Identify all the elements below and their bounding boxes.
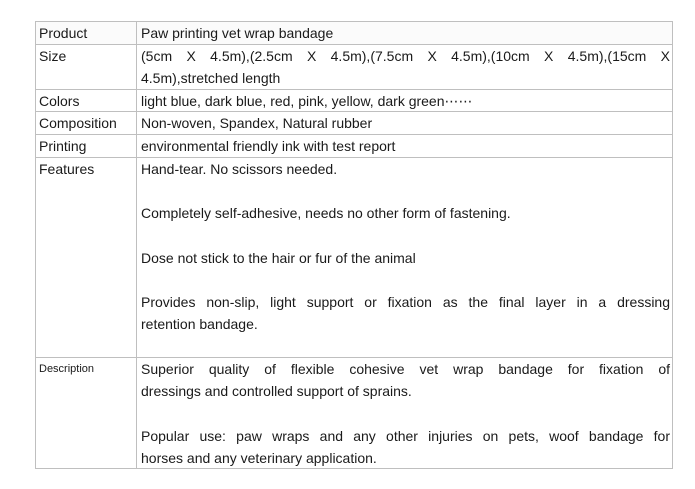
label-text: Features <box>39 161 95 177</box>
text-line: Completely self-adhesive, needs no other form of fastening. <box>141 205 511 222</box>
row-value <box>137 158 672 357</box>
text-line: Popular use: paw wraps and any other injuries on pets, woof bandage for <box>141 427 670 444</box>
table-row-description <box>36 358 672 468</box>
table-row-printing <box>36 135 672 158</box>
label-text: Printing <box>39 138 87 154</box>
row-value <box>137 45 672 89</box>
row-value <box>137 22 672 44</box>
text-line <box>141 225 670 247</box>
row-value <box>137 112 672 134</box>
text-line: Provides non-slip, light support or fixation as the final layer in a dressing <box>141 294 670 311</box>
label-text: Composition <box>39 115 117 131</box>
text-line: dressings and controlled support of sprains. <box>141 383 412 400</box>
text-line <box>141 402 670 424</box>
row-label <box>36 22 137 44</box>
table-row-size <box>36 45 672 90</box>
text-line: (5cm X 4.5m),(2.5cm X 4.5m),(7.5cm X 4.5m),(10cm X 4.5m),(15cm X <box>141 48 670 64</box>
text-line: environmental friendly ink with test report <box>141 138 396 154</box>
text-line: Superior quality of flexible cohesive vet wrap bandage for fixation of <box>141 361 670 377</box>
row-label <box>36 358 137 468</box>
text-line: Non-woven, Spandex, Natural rubber <box>141 115 373 131</box>
text-line <box>141 269 670 291</box>
row-label <box>36 135 137 157</box>
row-label <box>36 45 137 89</box>
text-line: Paw printing vet wrap bandage <box>141 25 334 41</box>
table-row-composition <box>36 112 672 135</box>
row-value <box>137 90 672 111</box>
text-line: Dose not stick to the hair or fur of the animal <box>141 249 416 266</box>
text-line: light blue, dark blue, red, pink, yellow, dark green⋯⋯ <box>141 93 473 109</box>
label-text: Size <box>39 48 67 64</box>
row-value <box>137 135 672 157</box>
row-label <box>36 112 137 134</box>
text-line: Hand-tear. No scissors needed. <box>141 161 338 177</box>
table-row-product <box>36 22 672 45</box>
row-value <box>137 358 672 468</box>
text-line <box>141 180 670 202</box>
row-label <box>36 158 137 357</box>
label-text: Product <box>39 25 88 41</box>
label-text: Description <box>39 363 95 375</box>
text-line: retention bandage. <box>141 316 258 333</box>
table-row-colors <box>36 90 672 112</box>
product-spec-table <box>35 21 673 469</box>
table-row-features <box>36 158 672 358</box>
text-line <box>141 336 670 358</box>
row-label <box>36 90 137 111</box>
text-line: 4.5m),stretched length <box>141 70 281 87</box>
text-line: horses and any veterinary application. <box>141 449 377 466</box>
label-text: Colors <box>39 93 80 109</box>
